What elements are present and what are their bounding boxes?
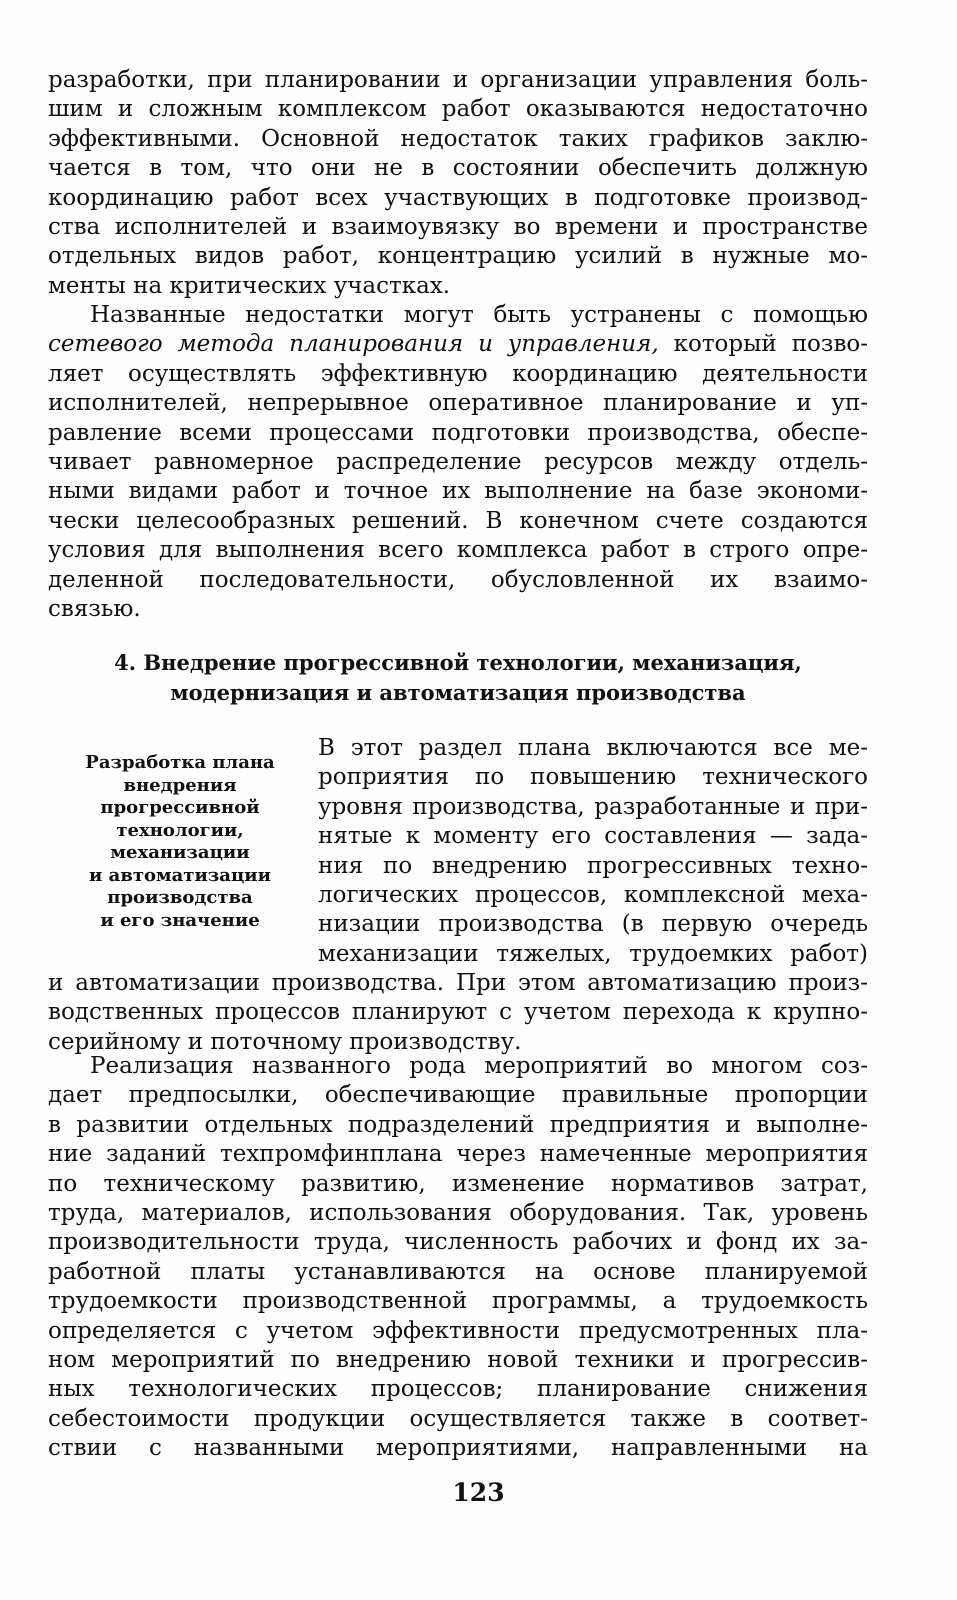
text-line: деленной последовательности, обусловленной их взаимо- xyxy=(48,566,868,593)
paragraph-4 xyxy=(48,1052,868,1463)
text-line: Названные недостатки могут быть устранены с помощью xyxy=(90,302,868,328)
text-line: по техническому развитию, изменение нормативов затрат, xyxy=(48,1170,868,1197)
text-line: менты на критических участках. xyxy=(48,272,451,299)
text-line: водственных процессов планируют с учетом перехода к крупно- xyxy=(48,999,868,1026)
page-number: 123 xyxy=(452,1478,505,1507)
text-line: ния по внедрению прогрессивных техно- xyxy=(318,852,868,879)
text-line: логических процессов, комплексной меха- xyxy=(318,881,868,908)
text-line: Реализация названного рода мероприятий во многом соз- xyxy=(90,1053,868,1079)
text-line: себестоимости продукции осуществляется также в соответ- xyxy=(48,1405,868,1432)
text-line: серийному и поточному производству. xyxy=(48,1028,522,1055)
sidenote-line: механизации xyxy=(110,842,250,863)
heading-line: 4. Внедрение прогрессивной технологии, механизация, xyxy=(114,650,802,675)
text-fragment: который позво- xyxy=(658,331,868,358)
text-line: условия для выполнения всего комплекса работ в строго опре- xyxy=(48,537,868,564)
text-line: дает предпосылки, обеспечивающие правильные пропорции xyxy=(48,1082,868,1109)
text-line: низации производства (в первую очередь xyxy=(318,911,868,938)
text-line: отдельных видов работ, концентрацию усилий в нужные мо- xyxy=(48,243,868,270)
text-line: исполнителей, непрерывное оперативное планирование и уп- xyxy=(48,390,868,417)
text-line: ными видами работ и точное их выполнение на базе экономи- xyxy=(48,478,868,505)
text-line: В этот раздел плана включаются все ме- xyxy=(318,735,868,761)
text-line: ных технологических процессов; планирование снижения xyxy=(48,1376,868,1403)
text-line: трудоемкости производственной программы, а трудоемкость xyxy=(48,1288,868,1315)
text-line: связью. xyxy=(48,595,141,622)
text-line: координацию работ всех участвующих в подготовке производ- xyxy=(48,184,868,211)
sidenote-line: и автоматизации xyxy=(89,864,271,886)
sidenote-line: внедрения xyxy=(123,774,237,796)
text-line: производительности труда, численность рабочих и фонд их за- xyxy=(48,1229,868,1256)
text-line xyxy=(48,330,868,359)
section-heading xyxy=(48,648,868,708)
sidenote-line: прогрессивной xyxy=(100,797,260,818)
paragraph-3-continuation xyxy=(48,969,868,1057)
sidenote-line: производства xyxy=(107,887,253,908)
text-line: работной платы устанавливаются на основе планируемой xyxy=(48,1258,868,1285)
text-line: шим и сложным комплексом работ оказываются недостаточно xyxy=(48,96,868,123)
heading-line: модернизация и автоматизация производства xyxy=(170,680,746,705)
text-line: чивает равномерное распределение ресурсов между отдель- xyxy=(48,448,868,475)
margin-sidenote xyxy=(62,752,298,932)
text-line: эффективными. Основной недостаток таких графиков заклю- xyxy=(48,125,868,152)
sidenote-line: и его значение xyxy=(100,909,260,931)
italic-term: сетевого метода планирования и управления, xyxy=(48,331,659,358)
sidenote-line: Разработка плана xyxy=(85,752,275,773)
text-line: роприятия по повышению технического xyxy=(318,764,868,791)
text-line: ства исполнителей и взаимоувязку во времени и пространстве xyxy=(48,213,868,240)
text-line: определяется с учетом эффективности предусмотренных пла- xyxy=(48,1317,868,1344)
text-line: в развитии отдельных подразделений предприятия и выполне- xyxy=(48,1111,868,1138)
text-line: разработки, при планировании и организации управления боль- xyxy=(48,67,868,93)
text-line: ние заданий техпромфинплана через намеченные мероприятия xyxy=(48,1141,868,1168)
text-line: чески целесообразных решений. В конечном счете создаются xyxy=(48,507,868,534)
text-line: и автоматизации производства. При этом автоматизацию произ- xyxy=(48,970,868,996)
paragraph-3-right-column xyxy=(318,734,868,969)
paragraph-2 xyxy=(48,301,868,624)
text-line: ствии с названными мероприятиями, направленными на xyxy=(48,1435,868,1462)
text-line: уровня производства, разработанные и при- xyxy=(318,793,868,820)
text-line: равление всеми процессами подготовки производства, обеспе- xyxy=(48,419,868,446)
text-line: ном мероприятий по внедрению новой техники и прогрессив- xyxy=(48,1346,868,1373)
text-line: ляет осуществлять эффективную координацию деятельности xyxy=(48,360,868,387)
paragraph-1 xyxy=(48,66,868,301)
sidenote-line: технологии, xyxy=(116,819,244,841)
text-line: механизации тяжелых, трудоемких работ) xyxy=(318,940,868,967)
text-line: чается в том, что они не в состоянии обеспечить должную xyxy=(48,155,868,182)
text-line: нятые к моменту его составления — зада- xyxy=(318,823,868,850)
text-line: труда, материалов, использования оборудования. Так, уровень xyxy=(48,1199,868,1226)
